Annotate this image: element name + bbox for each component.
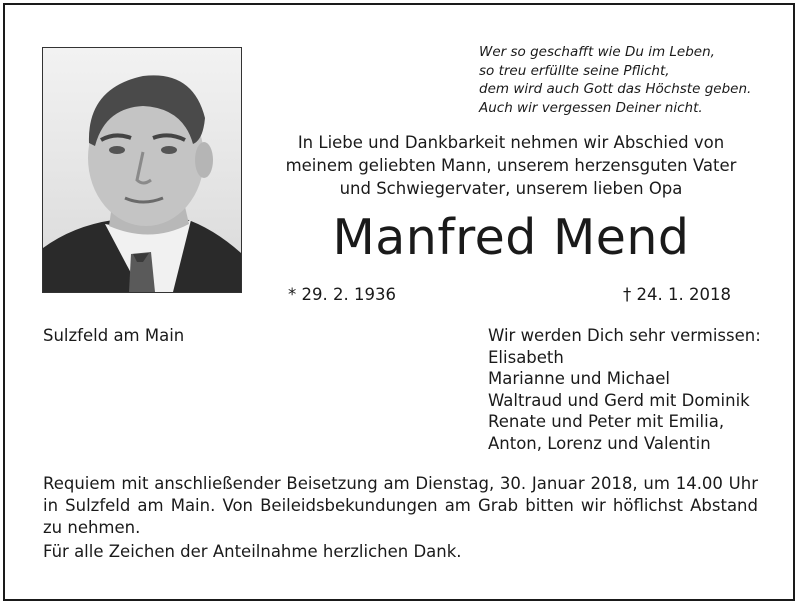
service-details: Requiem mit anschließender Beisetzung am Dienstag, 30. Januar 2018, um 14.00 Uhr in Sulzfeld am Main. Von Beileidsbekundungen am Grab bitten wir höflichst Abstand zu nehmen. xyxy=(43,474,758,537)
mourner-line: Waltraud und Gerd mit Dominik xyxy=(488,390,750,410)
mourner-line: Renate und Peter mit Emilia, xyxy=(488,412,725,431)
mourner-line: Elisabeth xyxy=(488,347,564,367)
mourner-line: Anton, Lorenz und Valentin xyxy=(488,433,711,453)
deceased-name: Manfred Mend xyxy=(332,209,690,266)
place-name: Sulzfeld am Main xyxy=(43,326,185,345)
memorial-poem xyxy=(479,43,779,117)
death-date: † 24. 1. 2018 xyxy=(623,285,731,304)
poem-line: so treu erfüllte seine Pflicht, xyxy=(479,62,670,79)
thanks-note: Für alle Zeichen der Anteilnahme herzlichen Dank. xyxy=(43,542,462,561)
intro-line: In Liebe und Dankbarkeit nehmen wir Abschied von xyxy=(297,133,725,152)
intro-line: und Schwiegervater, unserem lieben Opa xyxy=(339,179,683,198)
intro-line: meinem geliebten Mann, unserem herzensguten Vater xyxy=(285,156,737,175)
poem-line: dem wird auch Gott das Höchste geben. xyxy=(479,81,752,97)
poem-line: Wer so geschafft wie Du im Leben, xyxy=(479,44,715,60)
mourners-list xyxy=(488,325,778,454)
intro-text xyxy=(262,131,760,200)
mourners-heading: Wir werden Dich sehr vermissen: xyxy=(488,326,761,345)
portrait-photo xyxy=(42,47,242,293)
mourner-line: Marianne und Michael xyxy=(488,369,670,388)
poem-line: Auch wir vergessen Deiner nicht. xyxy=(479,99,703,116)
birth-date: * 29. 2. 1936 xyxy=(288,285,396,304)
